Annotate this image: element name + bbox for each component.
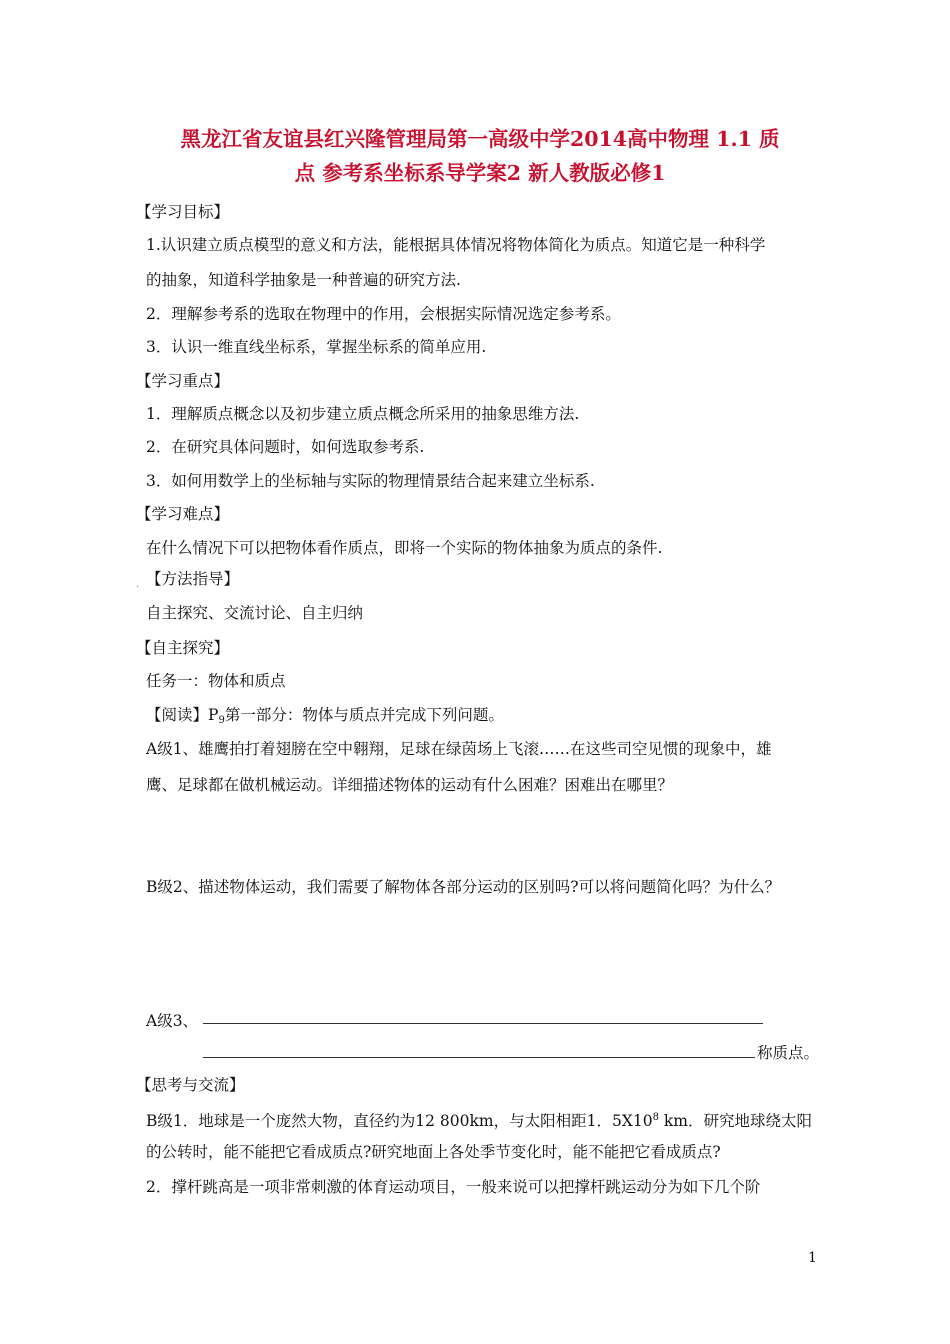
section-heading-objectives: 【学习目标】 <box>136 203 230 221</box>
objective-1-line-b: 的抽象，知道科学抽象是一种普遍的研究方法. <box>146 271 461 289</box>
stray-dot-mark: . <box>136 579 140 590</box>
reading-instruction <box>146 703 504 733</box>
difficulty-1: 在什么情况下可以把物体看作质点，即将一个实际的物体抽象为质点的条件. <box>146 539 663 557</box>
question-2: 2．撑杆跳高是一项非常刺激的体育运动项目，一般来说可以把撑杆跳运动分为如下几个阶 <box>146 1178 761 1196</box>
reading-suffix: 第一部分：物体与质点并完成下列问题。 <box>224 706 504 724</box>
reading-page-subscript: 9 <box>218 715 225 726</box>
reading-prefix: 【阅读】P <box>146 706 219 724</box>
focus-2: 2．在研究具体问题时，如何选取参考系. <box>146 438 425 456</box>
section-heading-explore: 【自主探究】 <box>136 639 230 657</box>
task-1: 任务一：物体和质点 <box>146 672 286 690</box>
section-heading-focus: 【学习重点】 <box>136 372 230 390</box>
section-heading-difficulty: 【学习难点】 <box>136 505 230 523</box>
question-B2: B级2、描述物体运动，我们需要了解物体各部分运动的区别吗?可以将问题简化吗？为什么？ <box>146 878 781 896</box>
question-B1-prefix: B级1．地球是一个庞然大物，直径约为12 800km，与太阳相距1．5X10 <box>146 1112 653 1130</box>
objective-2: 2．理解参考系的选取在物理中的作用，会根据实际情况选定参考系。 <box>146 305 621 323</box>
question-A1-line-a: A级1、雄鹰拍打着翅膀在空中翱翔，足球在绿茵场上飞滚……在这些司空见惯的现象中，雄 <box>146 740 772 758</box>
section-heading-method: 【方法指导】 <box>146 570 240 588</box>
question-A1-line-b: 鹰、足球都在做机械运动。详细描述物体的运动有什么困难？困难出在哪里？ <box>146 776 674 794</box>
question-B1-line-a <box>146 1106 812 1133</box>
document-title-line-1: 黑龙江省友谊县红兴隆管理局第一高级中学2014高中物理 1.1 质 <box>180 127 780 151</box>
method-1: 自主探究、交流讨论、自主归纳 <box>146 604 364 622</box>
objective-3: 3．认识一维直线坐标系，掌握坐标系的简单应用. <box>146 338 487 356</box>
answer-blank-line-2[interactable] <box>203 1057 755 1058</box>
objective-1-line-a: 1.认识建立质点模型的意义和方法，能根据具体情况将物体简化为质点。知道它是一种科学 <box>146 236 766 254</box>
page-number: 1 <box>808 1250 817 1266</box>
question-A3-label: A级3、 <box>146 1012 199 1030</box>
question-B1-line-b: 的公转时，能不能把它看成质点?研究地面上各处季节变化时，能不能把它看成质点? <box>146 1143 721 1161</box>
question-A3-suffix: 称质点。 <box>757 1044 820 1062</box>
focus-1: 1．理解质点概念以及初步建立质点概念所采用的抽象思维方法. <box>146 405 580 423</box>
focus-3: 3．如何用数学上的坐标轴与实际的物理情景结合起来建立坐标系. <box>146 472 595 490</box>
answer-blank-line-1[interactable] <box>203 1023 763 1024</box>
question-B1-suffix: km．研究地球绕太阳 <box>658 1112 812 1130</box>
section-heading-discuss: 【思考与交流】 <box>136 1076 245 1094</box>
document-title-line-2: 点 参考系坐标系导学案2 新人教版必修1 <box>294 161 666 185</box>
question-B1-exponent: 8 <box>652 1112 659 1123</box>
